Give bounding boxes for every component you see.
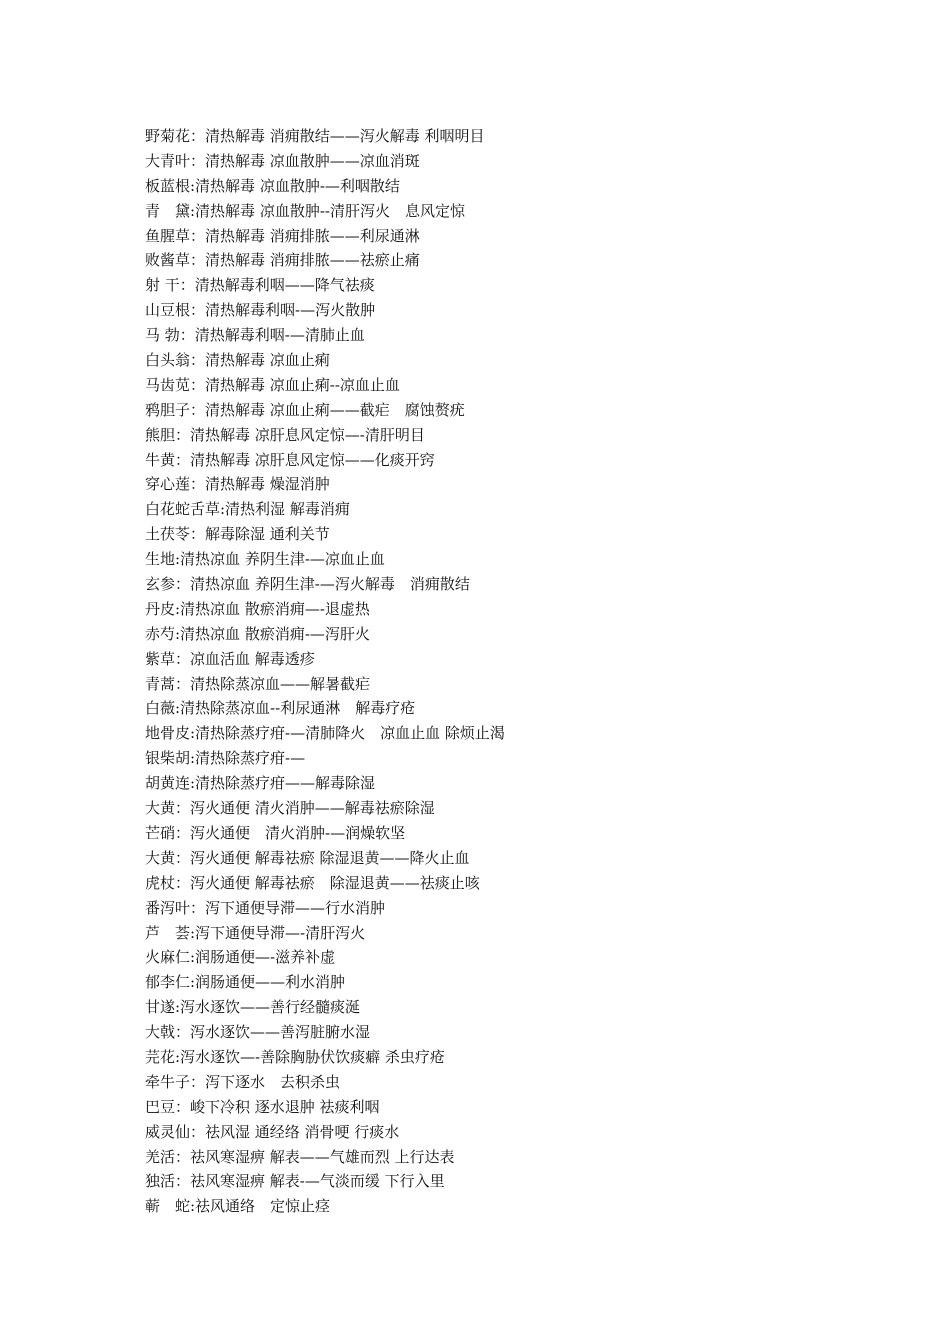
- herb-line: 威灵仙：祛风湿 通经络 消骨哽 行痰水: [145, 1122, 400, 1141]
- herb-line: 地骨皮:清热除蒸疗疳-—清肺降火 凉血止血 除烦止渴: [145, 724, 505, 743]
- herb-line: 生地:清热凉血 养阴生津-—凉血止血: [145, 550, 385, 569]
- herb-line: 马 勃：清热解毒利咽-—清肺止血: [145, 326, 365, 345]
- herb-line: 山豆根：清热解毒利咽-—泻火散肿: [145, 301, 376, 320]
- herb-line: 虎杖：泻火通便 解毒祛瘀 除湿退黄——祛痰止咳: [145, 873, 480, 892]
- herb-line: 牛黄：清热解毒 凉肝息风定惊——化痰开窍: [145, 450, 435, 469]
- herb-line: 败酱草：清热解毒 消痈排脓——祛瘀止痛: [145, 251, 420, 270]
- herb-line: 巴豆：峻下冷积 逐水退肿 祛痰利咽: [145, 1097, 380, 1116]
- herb-line: 鸦胆子：清热解毒 凉血止痢——截疟 腐蚀赘疣: [145, 400, 465, 419]
- herb-line: 紫草：凉血活血 解毒透疹: [145, 649, 315, 668]
- herb-list: [145, 124, 905, 1219]
- herb-line: 射 干：清热解毒利咽——降气祛痰: [145, 276, 375, 295]
- herb-line: 丹皮:清热凉血 散瘀消痈—-退虚热: [145, 599, 370, 618]
- herb-line: 甘遂:泻水逐饮——善行经髓痰涎: [145, 998, 361, 1017]
- herb-line: 板蓝根:清热解毒 凉血散肿-—利咽散结: [145, 176, 400, 195]
- herb-line: 郁李仁:润肠通便——利水消肿: [145, 973, 346, 992]
- herb-line: 野菊花：清热解毒 消痈散结——泻火解毒 利咽明目: [145, 127, 485, 145]
- herb-line: 大黄：泻火通便 解毒祛瘀 除湿退黄——降火止血: [145, 848, 470, 867]
- herb-line: 白头翁：清热解毒 凉血止痢: [145, 351, 330, 370]
- herb-line: 熊胆：清热解毒 凉肝息风定惊—-清肝明目: [145, 425, 425, 444]
- herb-line: 胡黄连:清热除蒸疗疳——解毒除湿: [145, 774, 376, 793]
- herb-line: 白花蛇舌草:清热利湿 解毒消痈: [145, 500, 350, 519]
- herb-line: 火麻仁:润肠通便—-滋养补虚: [145, 948, 336, 967]
- herb-line: 鱼腥草：清热解毒 消痈排脓——利尿通淋: [145, 226, 420, 245]
- herb-line: 大青叶：清热解毒 凉血散肿——凉血消斑: [145, 151, 420, 170]
- herb-line: 大黄：泻火通便 清火消肿——解毒祛瘀除湿: [145, 799, 435, 818]
- herb-line: 番泻叶：泻下通便导滞——行水消肿: [145, 898, 386, 917]
- herb-line: 芫花:泻水逐饮—-善除胸胁伏饮痰癖 杀虫疗疮: [145, 1047, 445, 1066]
- herb-line: 芦 荟:泻下通便导滞—-清肝泻火: [145, 923, 366, 942]
- herb-line: 白薇:清热除蒸凉血--利尿通淋 解毒疗疮: [145, 699, 416, 718]
- herb-line: 穿心莲：清热解毒 燥湿消肿: [145, 475, 330, 494]
- herb-line: 银柴胡:清热除蒸疗疳-—: [145, 749, 306, 768]
- herb-line: 大戟：泻水逐饮——善泻脏腑水湿: [145, 1023, 371, 1042]
- herb-line: 芒硝：泻火通便 清火消肿-—润燥软坚: [145, 823, 406, 842]
- herb-line: 赤芍:清热凉血 散瘀消痈-—泻肝火: [145, 624, 370, 643]
- herb-line: 牵牛子：泻下逐水 去积杀虫: [145, 1072, 341, 1091]
- herb-line: 蕲 蛇:祛风通络 定惊止痉: [145, 1197, 331, 1216]
- herb-line: 玄参：清热凉血 养阴生津-—泻火解毒 消痈散结: [145, 575, 470, 594]
- herb-line: 青 黛:清热解毒 凉血散肿--清肝泻火 息风定惊: [145, 201, 465, 220]
- herb-line: 羌活：祛风寒湿痹 解表——气雄而烈 上行达表: [145, 1147, 455, 1166]
- herb-line: 青蒿：清热除蒸凉血——解暑截疟: [145, 674, 371, 693]
- herb-line: 土茯苓：解毒除湿 通利关节: [145, 525, 330, 544]
- herb-line: 马齿苋：清热解毒 凉血止痢--凉血止血: [145, 375, 400, 394]
- herb-line: 独活：祛风寒湿痹 解表-—气淡而缓 下行入里: [145, 1172, 445, 1191]
